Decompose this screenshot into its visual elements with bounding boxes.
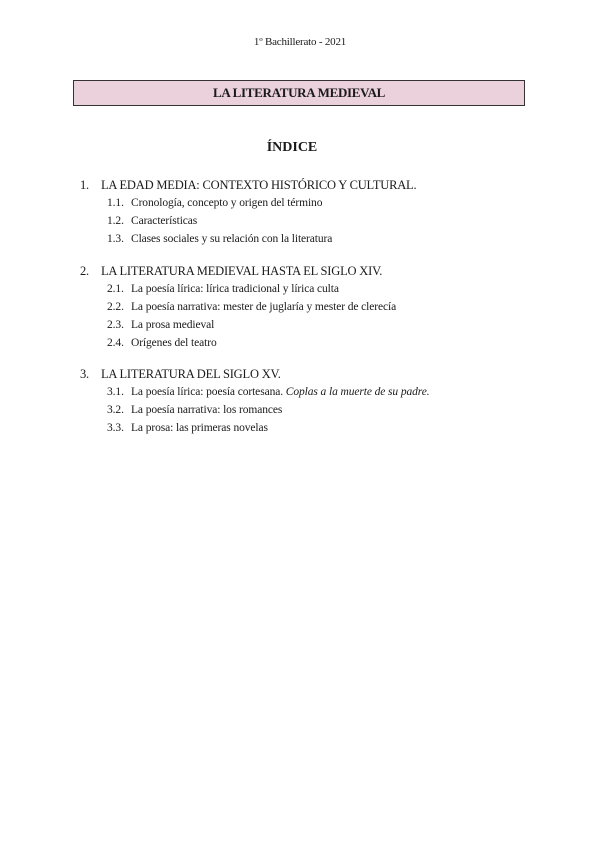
sub-item-text: Cronología, concepto y origen del término [131,197,323,209]
index-heading: ÍNDICE [266,140,318,155]
toc-section-title [80,262,560,280]
section-title-text: LA LITERATURA MEDIEVAL HASTA EL SIGLO XIV. [101,264,383,278]
toc-sub-item [80,334,560,352]
sub-item-text: Características [131,215,198,227]
sub-item-text: La poesía narrativa: los romances [131,404,283,416]
sub-item-text: La prosa: las primeras novelas [131,422,268,434]
toc-sub-list [80,383,560,437]
sub-item-text: La prosa medieval [131,319,215,331]
toc-sub-list [80,280,560,352]
section-title-text: LA EDAD MEDIA: CONTEXTO HISTÓRICO Y CULTURAL. [101,178,417,192]
toc-sub-item [80,280,560,298]
toc-sub-item [80,401,560,419]
sub-item-number: 1.1. [107,197,124,209]
toc-sub-list [80,194,560,248]
toc-section-title [80,365,560,383]
sub-item-number: 1.3. [107,233,124,245]
course-header: 1º Bachillerato - 2021 [253,36,347,48]
toc-sub-item [80,419,560,437]
sub-item-number: 2.1. [107,283,124,295]
sub-item-number: 1.2. [107,215,124,227]
sub-item-text [131,383,430,401]
section-number: 3. [80,367,89,381]
sub-item-number: 2.3. [107,319,124,331]
toc-section-3 [80,365,560,437]
sub-item-number: 2.2. [107,301,124,313]
sub-item-text: Clases sociales y su relación con la literatura [131,233,333,245]
section-number: 1. [80,178,89,192]
toc-sub-item [80,212,560,230]
sub-item-text: La poesía narrativa: mester de juglaría y mester de clerecía [131,301,397,313]
toc-sub-item [80,194,560,212]
section-number: 2. [80,264,89,278]
sub-item-number: 3.3. [107,422,124,434]
sub-item-number: 3.2. [107,404,124,416]
sub-item-text: La poesía lírica: lírica tradicional y lírica culta [131,283,339,295]
sub-item-text-plain: La poesía lírica: poesía cortesana. [131,386,283,398]
sub-item-text-italic: Coplas a la muerte de su padre. [285,386,430,398]
document-title-box [73,80,525,106]
toc-section-title [80,176,560,194]
toc-sub-item [80,298,560,316]
sub-item-number: 3.1. [107,386,124,398]
toc-section-2 [80,262,560,352]
sub-item-text: Orígenes del teatro [131,337,217,349]
section-title-text: LA LITERATURA DEL SIGLO XV. [101,367,281,381]
toc-section-1 [80,176,560,248]
sub-item-number: 2.4. [107,337,124,349]
toc-sub-item [80,383,560,401]
document-title: LA LITERATURA MEDIEVAL [212,85,386,100]
toc-sub-item [80,230,560,248]
toc-sub-item [80,316,560,334]
